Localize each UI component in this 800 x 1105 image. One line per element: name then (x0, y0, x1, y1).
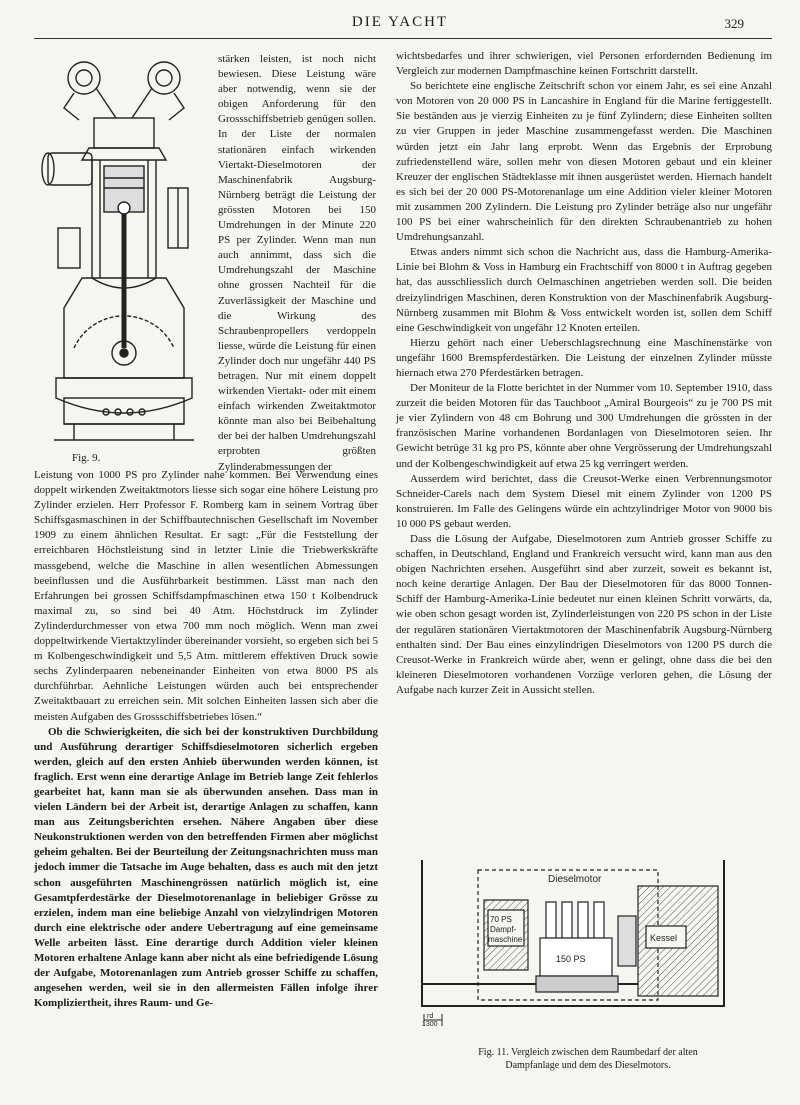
label-scale-rd: rd (427, 1013, 434, 1020)
paragraph: Dass die Lösung der Aufgabe, Dieselmotoren zum Antrieb grosser Schiffe zu schaffen, in Deutschland, England und Frankreich versucht wird, kann man aus den obigen Nachrichten ersehen. Ausgeführt sind aber zurzeit, soweit es bekannt ist, noch keine derartige Anlagen. Der Bau der Dieselmotoren für das 8000 Tonnen-Schiff der Hamburg-Amerika-Linie bedeutet nur einen kleinen Schritt vorwärts, da, wie oben schon gesagt worden ist, Zylinderleistungen von 220 PS schon in der Liste der regulären stationären Viertaktmotoren der Maschinenfabrik Augsburg-Nürnberg enthalten sind. Der Bau eines einzylindrigen Dieselmotors von 1200 PS durch die Creusot-Werke in Frankreich würde aber, wenn er gelingt, ohne dass die bei den kleineren Dieselmotoren vorhandenen Vorzüge verloren gehen, die Lösung der Aufgabe nach kurzer Zeit in Aussicht stellen. (396, 533, 772, 696)
label-boiler: Kessel (650, 933, 678, 943)
paragraph: stärken leisten, ist noch nicht bewiesen. Diese Leistung wäre aber notwendig, wenn sie der obigen Anforderung für den Grossschiffsbetrieb genügen sollen. In der Liste der normalen stationären einfach wirkenden Viertakt-Dieselmotoren der Maschinenfabrik Augsburg-Nürnberg beträgt die Leistung der grössten Motoren bei 150 Umdrehungen in der Minute 220 PS per Zylinder. Wenn man nun auch annimmt, dass sich die Umdrehungszahl der Maschine ohne grossen Nachteil für die Zuverlässigkeit der Maschine und die Wirkung des Schraubenpropellers verdoppeln liesse, würde die Leistung für einen Zylinder doch nur ungefähr 440 PS betragen. Nur mit einem doppelt wirkenden Viertakt- oder mit einem einfach wirkenden Zweitaktmotor könnte man also bei Beibehaltung der bei der halben Umdrehungszahl erprobten größten Zylinderabmessungen der (218, 53, 376, 473)
figure-11-caption-line2: Dampfanlage und dem des Dieselmotors. (505, 1060, 671, 1071)
paragraph: Ausserdem wird berichtet, dass die Creusot-Werke einen Verbrennungsmotor Schneider-Carels nach dem System Diesel mit einem Zylinder von 1200 PS konstruieren. Im Falle des Gelingens würde ein achtzylindriger Motor von 9000 bis 10 000 PS gebaut werden. (396, 472, 772, 530)
figure-11-caption-line1: Fig. 11. Vergleich zwischen dem Raumbedarf der alten (478, 1047, 698, 1058)
left-text-column (34, 468, 378, 1011)
paragraph: Hierzu gehört nach einer Ueberschlagsrechnung eine Maschinenstärke von ungefähr 1600 Bremspferdestärken. Die Leistung der einzelnen Zylinder müsste hiernach etwa 270 Pferdestärken betragen. (396, 336, 772, 379)
paragraph: Etwas anders nimmt sich schon die Nachricht aus, dass die Hamburg-Amerika-Linie bei Blohm & Voss in Hamburg ein Frachtschiff von 8000 t in Auftrag gegeben hat, das ausschliesslich durch Oelmaschinen angetrieben werden soll. Die beiden dreizylindrigen Maschinen, deren Konstruktion von der Maschinenfabrik Augsburg-Nürnberg zusammen mit Blohm & Voss entwickelt worden ist, sollen dem Schiff eine Geschwindigkeit von ungefähr 12 Knoten erteilen. (396, 246, 772, 334)
label-dieselmotor: Dieselmotor (548, 874, 602, 885)
figure-9-caption: Fig. 9. (72, 452, 101, 464)
label-steam-power: 70 PS (490, 915, 512, 924)
paragraph: So berichtete eine englische Zeitschrift schon vor einem Jahr, es sei eine Anzahl von Motoren von 20 000 PS in Lancashire in England für die Marine fertiggestellt. Sie beständen aus je vierzig Einheiten zu je fünf Zylindern; diese Einheiten sollten zu vier Gruppen in jeder Maschine zusammengefasst werden. Die Maschinen würden jetzt ein Jahr lang erprobt. Wenn das Ergebnis der Erprobung zufriedenstellend wäre, sollen mehr von diesen Motoren gebaut und ein kleiner Kreuzer der englischen Städteklasse mit ihnen ausgerüstet werden. Hiernach handelt es sich bei der 20 000 PS-Motorenanlage um eine Addition vieler kleiner Motoren mit zusammen 200 Zylindern. Die Leistung pro Zylinder beträge also nur ungefähr 100 PS bei einer wahrscheinlich für den direkten Schraubenantrieb zu hohen Umdrehungsanzahl. (396, 80, 772, 244)
paragraph: wichtsbedarfes und ihrer schwierigen, viel Personen erfordernden Bedienung im Vergleich zur modernen Dampfmaschine keinen Fortschritt darstellt. (396, 50, 772, 78)
label-150ps: 150 PS (556, 954, 586, 964)
narrow-text-column (218, 52, 376, 475)
right-text-column (396, 49, 772, 698)
paragraph: Leistung von 1000 PS pro Zylinder nahe kommen. Bei Verwendung eines doppelt wirkenden Zweitaktmotors liesse sich sogar eine höhere Leistung pro Zylinder erzielen. Herr Professor F. Romberg kam in seinem Vortrag über Schiffsgasmaschinen in der Schiffbautechnischen Gesellschaft im November 1909 zu einem ähnlichen Resultat. Er sagt: „Für die Feststellung der erreichbaren Höchstleistung sind in letzter Linie die Triebwerkskräfte massgebend, welche die Maschine in allen wesentlichen Abmessungen beeinflussen und die Ausführbarkeit bestimmen. Lässt man nach den Erfahrungen bei grossen Schiffsdampfmaschinen etwa 150 t Kolbendruck maximal zu, so sind bei 40 Atm. Höchstdruck im Zylinder Zylinderdurchmesser von etwa 700 mm noch möglich. Wenn man zwei doppeltwirkende Viertaktzylinder übereinander vorsieht, so ergeben sich bei 5 m Kolbengeschwindigkeit und 5,5 Atm. mittlerem effektiven Druck sowie sechs Zylinderpaaren nebeneinander Einheiten von etwa 8000 PS als durchführbar. Aehnliche Leistungen würden auch bei entsprechender Zweitaktbauart zu erreichen sein. Mit solchen Einheiten lassen sich aber die meisten Aufgaben des Grossschiffsbetriebes lösen.“ (34, 469, 378, 723)
header-rule (34, 38, 772, 39)
engine-room-diagram (418, 856, 730, 1026)
diesel-motor (540, 902, 636, 976)
label-scale-1300: 1300 (422, 1021, 438, 1026)
figure-11-caption (418, 1046, 758, 1072)
figure-9-engine-drawing (34, 48, 214, 468)
engine-illustration (34, 48, 214, 468)
page-number: 329 (724, 16, 744, 31)
figure-11-diagram (418, 856, 730, 1026)
label-engine: maschine (488, 935, 523, 944)
paragraph: Ob die Schwierigkeiten, die sich bei der konstruktiven Durchbildung und Ausführung derartiger Schiffsdieselmotoren sicherlich ergeben werden, gleich auf den ersten Anhieb überwunden werden können, ist fraglich. Erst wenn eine derartige Anlage im Betrieb lange Zeit fehlerlos gearbeitet hat, kann man sie als überwunden ansehen. Dass man in vielen Ländern bei der Arbeit ist, derartige Anlagen zu schaffen, kann man aus Zeitungsberichten ersehen. Nähere Angaben über diese Neukonstruktionen werden von den betreffenden Firmen aber möglichst geheim gehalten. Bei der Beurteilung der Zeitungsnachrichten muss man jedoch immer die Tatsache im Auge behalten, dass es auch mit den jetzt schon ausgeführten Maschinengrössen natürlich möglich ist, eine Gesamtpferdestärke der Dieselmotorenanlage in beliebiger Grösse zu erzielen, indem man eine beliebige Anzahl von vielzylindrigen Motoren durch eine elektrische oder andere Uebertragung auf eine gemeinsame Welle arbeiten lässt. Eine derartige durch Addition vieler kleinen Motoren erhaltene Anlage kann aber nicht als eine befriedigende Lösung der Aufgabe, Motorenanlagen zum Antrieb grosser Schiffe zu schaffen, angesehen werden, weil sie in den allermeisten Fällen infolge ihrer Kompliziertheit, ihres Raum- und Ge- (34, 725, 378, 1010)
label-steam: Dampf- (490, 925, 517, 934)
paragraph: Der Moniteur de la Flotte berichtet in der Nummer vom 10. September 1910, dass zurzeit die beiden Motoren für das Tauchboot „Amiral Bourgeois“ zu je 700 PS mit je vier Zylindern von 48 cm Bohrung und 300 Umdrehungen die grössten in der französischen Marine vorhandenen Bordanlagen von Dieselmotoren seien. Ihr Gewicht betrüge 31 kg pro PS, könnte aber ohne Vergrösserung der Umdrehungszahl und der Kolbengeschwindigkeit auf etwa 25 kg verringert werden. (396, 382, 772, 470)
header-title: DIE YACHT (351, 14, 449, 30)
